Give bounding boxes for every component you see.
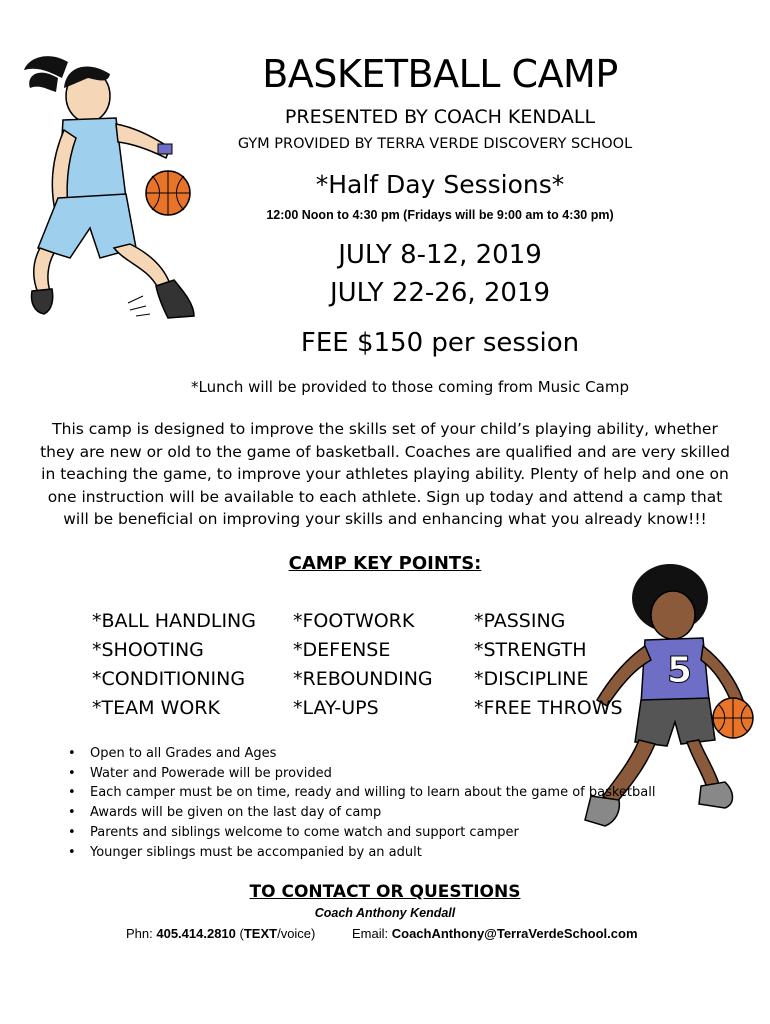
phone-label: Phn:: [126, 926, 157, 941]
key-point: *REBOUNDING: [293, 668, 433, 690]
phone-number[interactable]: 405.414.2810: [156, 926, 236, 941]
key-point: *SHOOTING: [92, 639, 204, 661]
list-item: • Open to all Grades and Ages: [68, 744, 628, 764]
camp-description: This camp is designed to improve the skills set of your child’s playing ability, whether they are new or old to the game of basketball. Coaches are qualified and are very skilled in teaching the game, to improve your athletes playing ability. Plenty of help and one on one instruction will be available to each athlete. Sign up today and attend a camp that will be beneficial on improving your skills and enhancing what you already know!!!: [40, 420, 730, 528]
list-item: • Water and Powerade will be provided: [68, 764, 628, 784]
key-points-column-2: [293, 607, 433, 723]
key-point: *PASSING: [474, 610, 566, 632]
phone-note-open: (: [235, 926, 244, 941]
key-points-column-1: [92, 607, 256, 723]
camp-date-1: JULY 8-12, 2019: [338, 240, 542, 270]
key-points-heading: CAMP KEY POINTS:: [288, 553, 482, 574]
gym-line: GYM PROVIDED BY TERRA VERDE DISCOVERY SCHOOL: [237, 136, 633, 152]
camp-info-list: [68, 744, 656, 862]
key-point: *CONDITIONING: [92, 668, 246, 690]
phone-line: [126, 926, 315, 941]
email-label: Email:: [352, 926, 392, 941]
phone-note-close: /voice): [277, 926, 316, 941]
email-link[interactable]: CoachAnthony@TerraVerdeSchool.com: [391, 926, 638, 941]
key-point: *DISCIPLINE: [474, 668, 589, 690]
lunch-note: *Lunch will be provided to those coming from Music Camp: [191, 378, 629, 396]
session-hours: 12:00 Noon to 4:30 pm (Fridays will be 9:00 am to 4:30 pm): [266, 208, 614, 222]
sessions-heading: *Half Day Sessions*: [315, 170, 565, 199]
key-point: *TEAM WORK: [92, 697, 220, 719]
coach-name: Coach Anthony Kendall: [314, 906, 456, 920]
email-line: [352, 926, 638, 941]
key-point: *DEFENSE: [293, 639, 391, 661]
presenter-line: PRESENTED BY COACH KENDALL: [284, 106, 596, 128]
list-item: • Parents and siblings welcome to come watch and support camper: [68, 823, 628, 843]
key-point: *FREE THROWS: [474, 697, 623, 719]
key-point: *FOOTWORK: [293, 610, 415, 632]
list-item: • Each camper must be on time, ready and willing to learn about the game of basketball: [68, 783, 628, 803]
key-point: *LAY-UPS: [293, 697, 379, 719]
key-points-column-3: [474, 607, 623, 723]
list-item: • Awards will be given on the last day of camp: [68, 803, 628, 823]
camp-fee: FEE $150 per session: [300, 328, 580, 358]
flyer-title: BASKETBALL CAMP: [262, 52, 618, 96]
list-item: • Younger siblings must be accompanied by an adult: [68, 843, 628, 863]
key-point: *BALL HANDLING: [92, 610, 256, 632]
camp-date-2: JULY 22-26, 2019: [329, 278, 551, 308]
phone-note-text: TEXT: [243, 926, 278, 941]
contact-heading: TO CONTACT OR QUESTIONS: [249, 882, 521, 902]
girl-basketball-player-illustration: [18, 48, 203, 328]
key-point: *STRENGTH: [474, 639, 587, 661]
jersey-number: 5: [667, 650, 693, 691]
